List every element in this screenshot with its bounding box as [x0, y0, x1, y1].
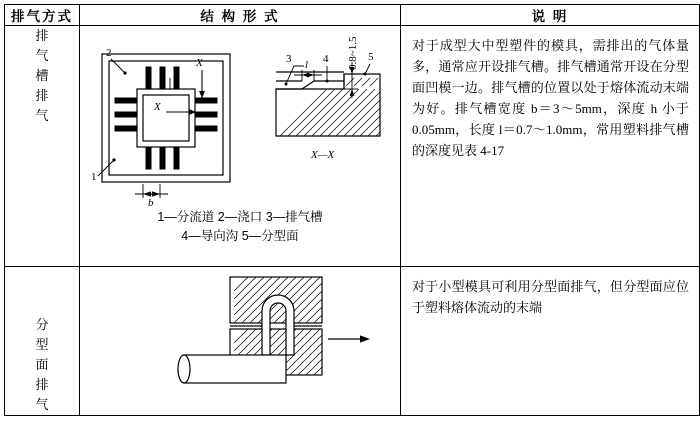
row-label-line: 型 — [35, 337, 49, 352]
header-description: 说 明 — [401, 5, 700, 26]
row-label-line: 槽 — [35, 68, 49, 83]
label-5: 5 — [368, 51, 374, 63]
table-header-row — [5, 5, 700, 26]
header-venting-method: 排气方式 — [5, 5, 80, 26]
row-label-line: 排 — [35, 88, 49, 103]
label-x-mid: X — [154, 101, 161, 113]
figure-cell-parting-surface — [80, 267, 401, 416]
label-4: 4 — [323, 53, 329, 65]
row-label-line: 气 — [35, 108, 49, 123]
description-cell-parting-surface — [401, 267, 700, 416]
caption-line: 1—分流道 2—浇口 3—排气槽 — [157, 210, 323, 224]
header-structure-form: 结 构 形 式 — [80, 5, 401, 26]
label-x-top: X — [196, 57, 203, 69]
label-b: b — [148, 197, 154, 206]
description-text-2: 对于小型模具可利用分型面排气，但分型面应位于塑料熔体流动的末端 — [412, 279, 689, 315]
venting-methods-table — [4, 4, 700, 416]
parting-surface-diagram — [80, 267, 398, 397]
row-label-line: 分 — [35, 317, 49, 332]
figure-caption-1 — [80, 208, 400, 246]
row-label-parting-surface — [5, 267, 80, 416]
description-text-1: 对于成型大中型塑件的模具，需排出的气体量多，通常应开设排气槽。排气槽通常开设在分型面凹模一边。排气槽的位置以处于熔体流动末端为好。排气槽宽度 b＝3～5mm，深度 h 小于 0.05mm，长度 l＝0.7～1.0mm，常用塑料排气槽的深度见表 4-17 — [412, 38, 689, 158]
figure-container-2 — [80, 267, 400, 397]
caption-line: 4—导向沟 5—分型面 — [181, 229, 299, 243]
label-1: 1 — [91, 171, 97, 183]
table-row — [5, 267, 700, 416]
description-cell-vent-groove — [401, 26, 700, 267]
figure-cell-vent-groove — [80, 26, 401, 267]
row-label-line: 面 — [35, 357, 49, 372]
page-root — [0, 4, 700, 423]
row-label-vent-groove — [5, 26, 80, 267]
label-3: 3 — [286, 53, 292, 65]
label-l: l — [305, 59, 309, 71]
table-row — [5, 26, 700, 267]
row-label-line: 气 — [35, 48, 49, 63]
label-section-xx: X—X — [311, 149, 335, 161]
vent-groove-diagram — [80, 26, 398, 206]
row-label-line: 排 — [35, 377, 49, 392]
row-label-line: 气 — [35, 397, 49, 412]
figure-container-1 — [80, 26, 400, 266]
row-label-line: 排 — [35, 28, 49, 43]
label-2: 2 — [106, 47, 112, 59]
label-depth: 0.8~1.5 — [347, 36, 359, 70]
